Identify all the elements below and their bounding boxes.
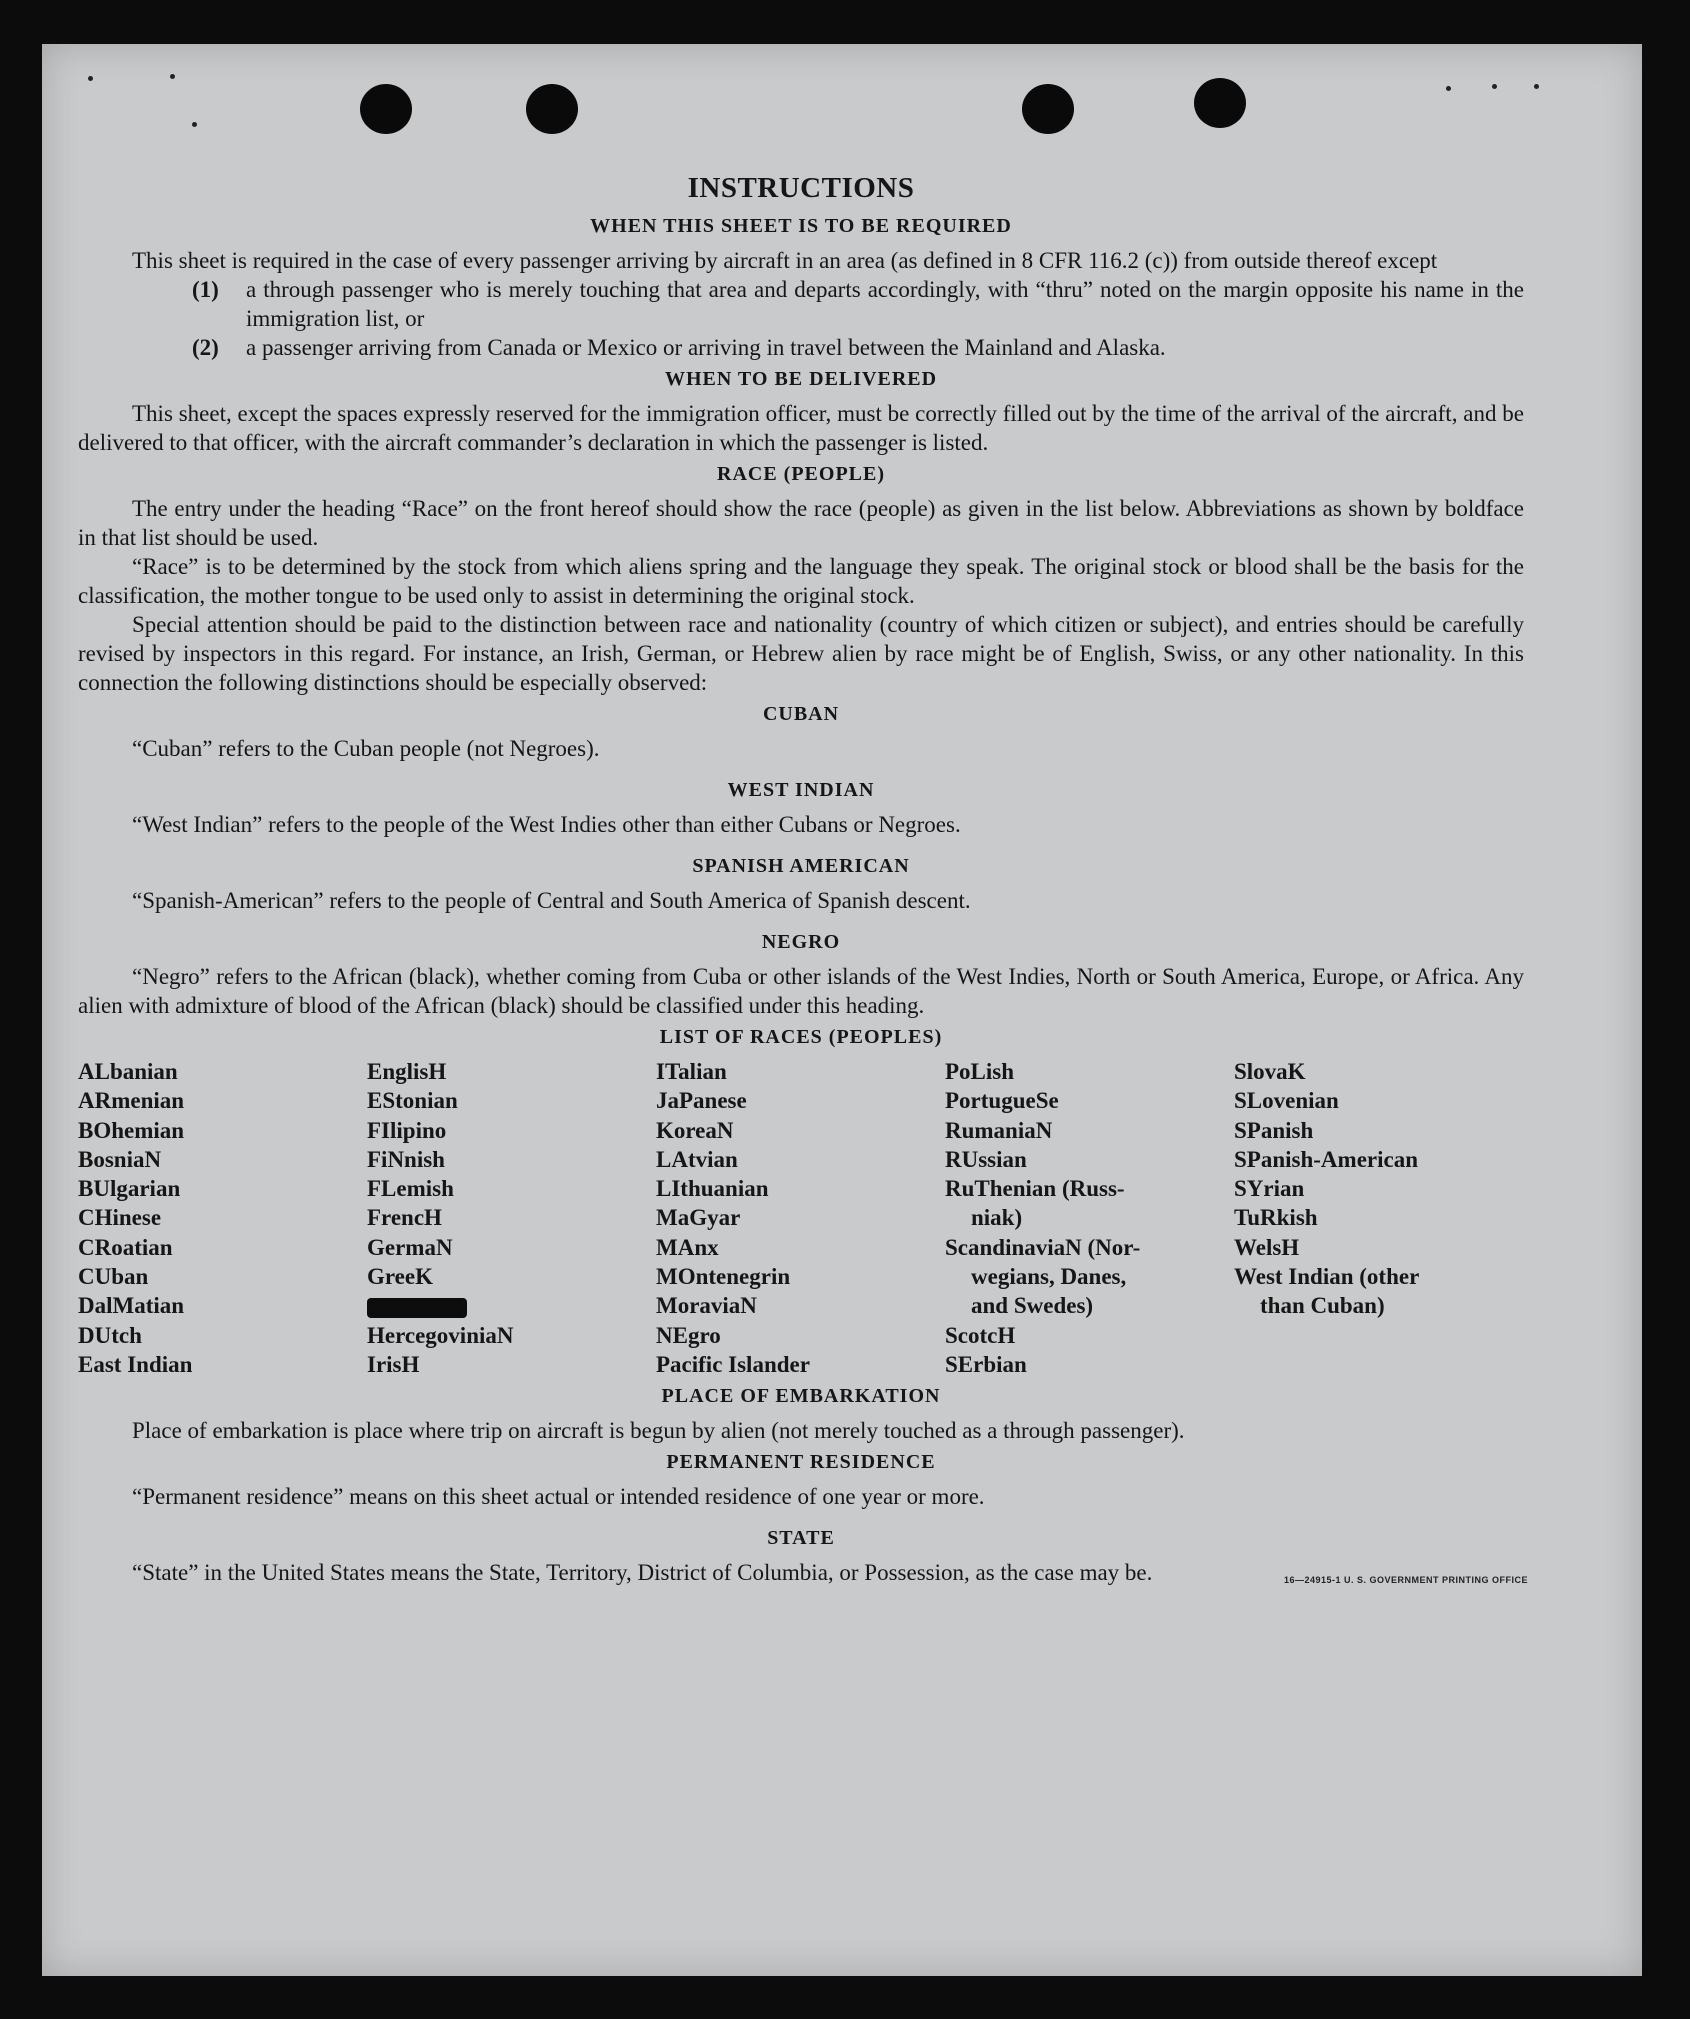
race-paragraph-2: “Race” is to be determined by the stock from which aliens spring and the language they speak. The original stock or blood shall be the basis for the classification, the mother tongue to be used only to assist in determining the original stock. [78, 554, 1524, 608]
punch-hole [360, 84, 412, 134]
section-heading-races-list: LIST OF RACES (PEOPLES) [659, 1026, 943, 1048]
race-item: ALbanian [78, 1059, 178, 1084]
race-item: BosniaN [78, 1146, 162, 1172]
race-item: MOntenegrin [656, 1264, 791, 1290]
section-heading-west-indian: WEST INDIAN [727, 779, 875, 801]
race-item: TuRkish [1234, 1205, 1318, 1231]
races-list [78, 1057, 1524, 1379]
race-item: KoreaN [656, 1117, 734, 1143]
section-heading-negro: NEGRO [761, 931, 841, 953]
race-item: CRoatian [78, 1234, 173, 1260]
race-item-continuation: and Swedes) [971, 1293, 1094, 1319]
when-required-intro: This sheet is required in the case of every passenger arriving by aircraft in an area (as defined in 8 CFR 116.2 (c)) from outside thereof except [132, 248, 1438, 273]
race-item: SLovenian [1234, 1088, 1339, 1114]
exception-item-1: (1) a through passenger who is merely touching that area and departs accordingly, with “thru” noted on the margin opposite his name in the immigration list, or [192, 277, 1524, 331]
race-item: JaPanese [656, 1088, 747, 1114]
cuban-text: “Cuban” refers to the Cuban people (not Negroes). [132, 736, 600, 761]
races-column-2 [367, 1057, 656, 1379]
race-item: RuThenian (Russ- [945, 1176, 1125, 1202]
race-item: LAtvian [656, 1146, 738, 1172]
section-heading-state: STATE [767, 1527, 835, 1550]
race-paragraph-1: The entry under the heading “Race” on the front hereof should show the race (people) as given in the list below. Abbreviations as shown by boldface in that list should be used. [78, 496, 1524, 550]
section-heading-spanish-american: SPANISH AMERICAN [692, 855, 910, 877]
section-heading-when-delivered: WHEN TO BE DELIVERED [664, 368, 938, 390]
race-item: Pacific Islander [656, 1351, 810, 1377]
race-item: PortugueSe [945, 1088, 1059, 1114]
race-paragraph-3: Special attention should be paid to the distinction between race and nationality (country of which citizen or subject), and entries should be carefully revised by inspectors in this regard. For instance, an Irish, German, or Hebrew alien by race might be of English, Swiss, or any other nationality. In this connection the following distinctions should be especially observed: [78, 612, 1524, 695]
section-heading-race: RACE (PEOPLE) [717, 463, 885, 485]
race-item-continuation: niak) [971, 1205, 1023, 1231]
race-item-redacted [367, 1291, 656, 1320]
race-item: FiNnish [367, 1146, 445, 1172]
redaction-mark [367, 1298, 467, 1318]
race-item: IrisH [367, 1351, 420, 1377]
race-item: EnglisH [367, 1059, 447, 1084]
negro-text: “Negro” refers to the African (black), whether coming from Cuba or other islands of the West Indies, North or South America, Europe, or Africa. Any alien with admixture of blood of the African (black) should be classified under this heading. [78, 964, 1524, 1018]
state-text: “State” in the United States means the State, Territory, District of Columbia, or Possession, as the case may be. [132, 1560, 1153, 1586]
race-item: CHinese [78, 1205, 162, 1231]
race-item: SlovaK [1234, 1059, 1306, 1084]
race-item: West Indian (other [1234, 1264, 1420, 1290]
race-item: PoLish [945, 1059, 1015, 1084]
race-item: RumaniaN [945, 1117, 1053, 1143]
residence-text: “Permanent residence” means on this sheet actual or intended residence of one year or more. [132, 1484, 985, 1510]
race-item: LIthuanian [656, 1176, 769, 1202]
punch-hole [1194, 78, 1246, 128]
race-item: SPanish [1234, 1117, 1314, 1143]
race-item: SPanish-American [1234, 1146, 1418, 1172]
race-item: RUssian [945, 1146, 1027, 1172]
exception-item-2: (2) a passenger arriving from Canada or Mexico or arriving in travel between the Mainland and Alaska. [192, 335, 1166, 360]
race-item: DalMatian [78, 1293, 185, 1319]
section-heading-when-required: WHEN THIS SHEET IS TO BE REQUIRED [590, 215, 1012, 237]
document-page [42, 44, 1642, 1976]
section-heading-cuban: CUBAN [762, 703, 840, 725]
punch-hole [1022, 84, 1074, 134]
when-delivered-text: This sheet, except the spaces expressly reserved for the immigration officer, must be correctly filled out by the time of the arrival of the aircraft, and be delivered to that officer, with the aircraft commander’s declaration in which the passenger is listed. [78, 401, 1524, 455]
race-item: HercegoviniaN [367, 1322, 514, 1348]
race-item: ScotcH [945, 1322, 1016, 1348]
punch-hole [526, 84, 578, 134]
race-item: FrencH [367, 1205, 442, 1231]
instructions-content [78, 172, 1528, 1587]
race-item: MoraviaN [656, 1293, 757, 1319]
race-item: ScandinaviaN (Nor- [945, 1234, 1141, 1260]
race-item: WelsH [1234, 1234, 1300, 1260]
embarkation-text: Place of embarkation is place where trip on aircraft is begun by alien (not merely touched as a through passenger). [132, 1418, 1185, 1444]
race-item: BOhemian [78, 1117, 185, 1143]
races-column-1 [78, 1057, 367, 1379]
race-item: EStonian [367, 1088, 458, 1114]
race-item: MAnx [656, 1234, 719, 1260]
race-item: FLemish [367, 1176, 454, 1202]
spanish-american-text: “Spanish-American” refers to the people of Central and South America of Spanish descent. [132, 888, 971, 913]
race-item: SYrian [1234, 1176, 1305, 1202]
race-item-continuation: wegians, Danes, [971, 1264, 1127, 1290]
state-section [78, 1558, 1528, 1587]
race-item: MaGyar [656, 1205, 741, 1231]
race-item: BUlgarian [78, 1176, 181, 1202]
race-item: DUtch [78, 1322, 142, 1348]
west-indian-text: “West Indian” refers to the people of the West Indies other than either Cubans or Negroes. [132, 812, 961, 837]
race-item: CUban [78, 1264, 149, 1290]
race-item: ITalian [656, 1059, 727, 1084]
section-heading-embarkation: PLACE OF EMBARKATION [661, 1385, 941, 1408]
races-column-4 [945, 1057, 1234, 1379]
race-item: NEgro [656, 1322, 721, 1348]
race-item: GermaN [367, 1234, 453, 1260]
race-item: FIlipino [367, 1117, 447, 1143]
section-heading-residence: PERMANENT RESIDENCE [666, 1451, 936, 1474]
race-item: East Indian [78, 1351, 193, 1377]
printing-office-imprint: 16—24915-1 U. S. GOVERNMENT PRINTING OFFICE [1283, 1575, 1528, 1586]
race-item: SErbian [945, 1351, 1027, 1377]
race-item: GreeK [367, 1264, 433, 1290]
race-item-continuation: than Cuban) [1260, 1293, 1385, 1319]
races-column-5 [1234, 1057, 1523, 1379]
races-column-3 [656, 1057, 945, 1379]
race-item: ARmenian [78, 1088, 185, 1114]
page-title: INSTRUCTIONS [687, 172, 915, 204]
